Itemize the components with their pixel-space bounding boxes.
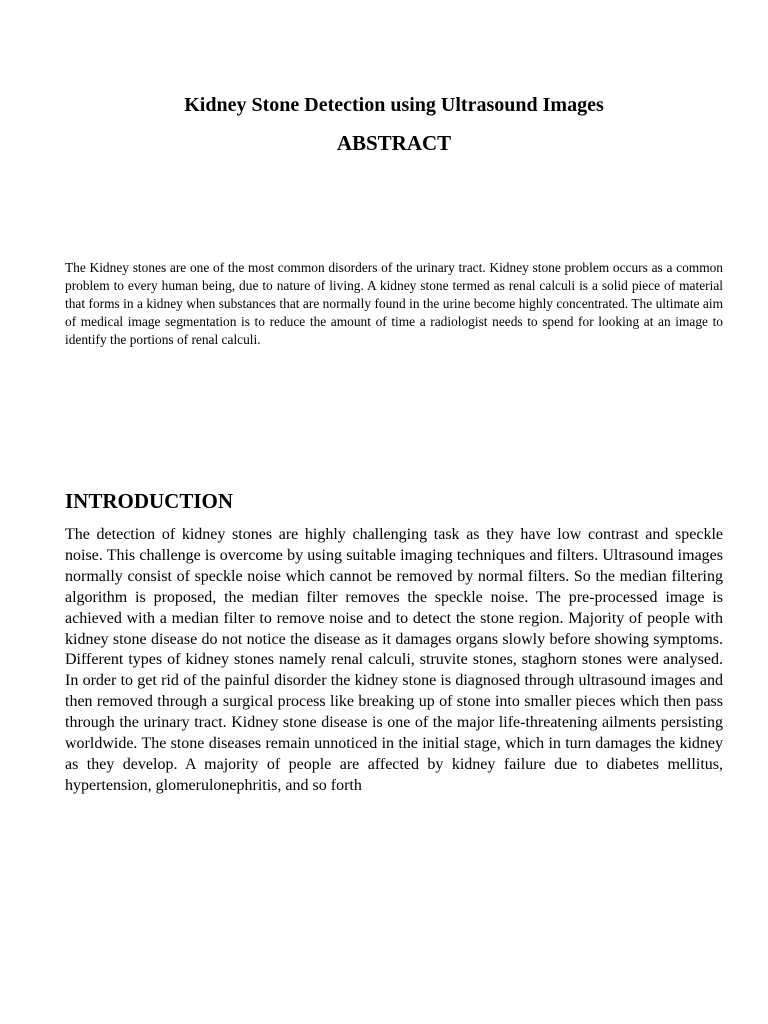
introduction-heading: INTRODUCTION: [65, 489, 234, 513]
abstract-heading: ABSTRACT: [336, 131, 452, 155]
introduction-paragraph: The detection of kidney stones are highly challenging task as they have low contrast and speckle noise. This challenge is overcome by using suitable imaging techniques and filters. Ultrasound images normally consist of speckle noise which cannot be removed by normal filters. So the median filtering algorithm is proposed, the median filter removes the speckle noise. The pre-processed image is achieved with a median filter to remove noise and to detect the stone region. Majority of people with kidney stone disease do not notice the disease as it damages organs slowly before showing symptoms. Different types of kidney stones namely renal calculi, struvite stones, staghorn stones were analysed. In order to get rid of the painful disorder the kidney stone is diagnosed through ultrasound images and then removed through a surgical process like breaking up of stone into smaller pieces which then pass through the urinary tract. Kidney stone disease is one of the major life-threatening ailments persisting worldwide. The stone diseases remain unnoticed in the initial stage, which in turn damages the kidney as they develop. A majority of people are affected by kidney failure due to diabetes mellitus, hypertension, glomerulonephritis, and so forth: [65, 526, 723, 794]
abstract-paragraph: The Kidney stones are one of the most common disorders of the urinary tract. Kidney stone problem occurs as a common problem to every human being, due to nature of living. A kidney stone termed as renal calculi is a solid piece of material that forms in a kidney when substances that are normally found in the urine become highly concentrated. The ultimate aim of medical image segmentation is to reduce the amount of time a radiologist needs to spend for looking at an image to identify the portions of renal calculi.: [65, 260, 723, 347]
paper-title: Kidney Stone Detection using Ultrasound Images: [184, 94, 604, 116]
